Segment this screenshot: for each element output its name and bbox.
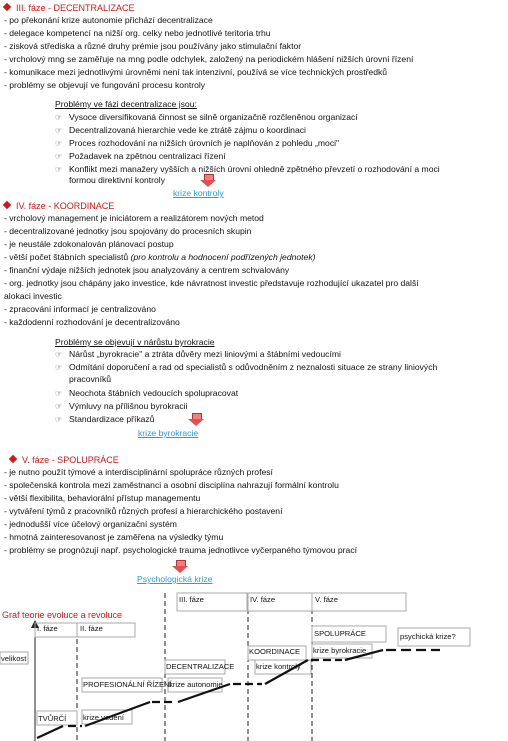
s5-line: - vytváření týmů z pracovníků různých profesí a hierarchického postavení [4, 506, 283, 516]
s4-problem-item: ☞ Nárůst „byrokracie" a ztráta důvěry mezi liniovými a štábními vedoucími [55, 349, 341, 359]
s5-line: - větší flexibilita, behaviorální přístup managementu [4, 493, 201, 503]
s5-line: - hmotná zainteresovanost je zaměřena na výsledky týmu [4, 532, 224, 542]
evolution-graph [0, 590, 508, 741]
s5-line: - problémy se prognózují např. psychologické trauma jednotlivce vyčerpaného týmovou prací [4, 545, 358, 555]
s4-problem-item: ☞ Neochota štábních vedoucích spolupracovat [55, 388, 239, 398]
s4-problem-item: ☞ Odmítání doporučení a rad od specialistů s odůvodněním z neznalosti situace ze strany liniových [55, 362, 438, 372]
s4-line: - zpracování informací je centralizováno [4, 304, 156, 314]
s4-line: - je neustále zdokonalován plánovací postup [4, 239, 174, 249]
s4-line: - org. jednotky jsou chápány jako investice, kde návratnost investic představuje rozhodující ukazatel pro další [4, 278, 419, 288]
crisis-label: psychická krize? [400, 632, 456, 641]
s4-problem-item: ☞ Výmluvy na přílišnou byrokracii [55, 401, 188, 411]
stage-label: KOORDINACE [249, 647, 301, 656]
phase-label: III. fáze [179, 595, 204, 604]
s3-line: - vrcholový mng se zaměřuje na mng podle odchylek, založený na periodickém hlášení nižších úrovní řízení [4, 54, 414, 64]
s3-problem-item: ☞ Požadavek na zpětnou centralizaci řízení [55, 151, 226, 161]
pointing-hand-icon: ☞ [55, 165, 63, 174]
crisis-label: krize autonomie [169, 680, 223, 689]
y-axis-label: velikost [1, 654, 27, 663]
s3-line: - po překonání krize autonomie přichází decentralizace [4, 15, 213, 25]
diamond-bullet-icon [9, 455, 17, 463]
section-4-heading: IV. fáze - KOORDINACE [4, 201, 114, 211]
section-3-heading: III. fáze - DECENTRALIZACE [4, 3, 135, 13]
crisis-link-psychological[interactable]: Psychologická krize [137, 574, 213, 584]
pointing-hand-icon: ☞ [55, 415, 63, 424]
phase-label: IV. fáze [250, 595, 276, 604]
pointing-hand-icon: ☞ [55, 126, 63, 135]
s4-problem-item: ☞ Standardizace příkazů [55, 414, 155, 424]
s4-problems-title: Problémy se objevují v nárůstu byrokracie [55, 337, 215, 347]
s3-line: - problémy se objevují ve fungování procesu kontroly [4, 80, 206, 90]
s4-line: alokaci investic [4, 291, 62, 301]
crisis-link-bureaucracy[interactable]: krize byrokracie [138, 428, 199, 438]
s4-line: - větší počet štábních specialistů (pro kontrolu a hodnocení podřízených jednotek) [4, 252, 316, 262]
section-5-heading: V. fáze - SPOLUPRÁCE [10, 455, 119, 465]
diamond-bullet-icon [3, 201, 11, 209]
s5-line: - jednodušší více účelový organizační systém [4, 519, 177, 529]
s3-line: - zisková střediska a různé druhy prémie jsou používány jako stimulační faktor [4, 41, 302, 51]
s5-line: - společenská kontrola mezi zaměstnanci a osobní disciplína nahrazují formální kontrolu [4, 480, 339, 490]
pointing-hand-icon: ☞ [55, 152, 63, 161]
diamond-bullet-icon [3, 3, 11, 11]
phase-label: I. fáze [37, 624, 58, 633]
crisis-label: krize byrokracie [313, 646, 367, 655]
s4-line: - vrcholový management je iniciátorem a realizátorem nových metod [4, 213, 264, 223]
crisis-link-control[interactable]: krize kontroly [173, 188, 224, 198]
pointing-hand-icon: ☞ [55, 389, 63, 398]
s3-line: - delegace kompetencí na nižší org. celky nebo jednotlivé teritoria trhu [4, 28, 271, 38]
stage-label: SPOLUPRÁCE [314, 629, 366, 638]
s3-problem-item: ☞ Decentralizovaná hierarchie vede ke ztrátě zájmu o koordinaci [55, 125, 306, 135]
s4-line: - decentralizované jednotky jsou spojovány do procesních skupin [4, 226, 252, 236]
crisis-label: krize kontroly [256, 662, 301, 671]
s3-problem-item: ☞ Proces rozhodování na nižších úrovních je naplňován z pohledu „moci" [55, 138, 340, 148]
s3-line: - komunikace mezi jednotlivými úrovněmi není tak intenzivní, používá se více technických prostředků [4, 67, 388, 77]
phase-label: II. fáze [80, 624, 103, 633]
graph-title: Graf teorie evoluce a revoluce [2, 610, 123, 620]
phase-label: V. fáze [315, 595, 338, 604]
stage-label: DECENTRALIZACE [166, 662, 235, 671]
s3-problem-item: ☞ Konflikt mezi manažery vyšších a nižších úrovní ohledně zpětného převzetí o rozhodování a moci [55, 164, 440, 174]
s3-problem-item: ☞ Vysoce diversifikovaná činnost se silně organizačně rozčleněnou organizací [55, 112, 358, 122]
evolution-line [37, 726, 63, 738]
crisis-label: krize vedení [83, 713, 124, 722]
stage-label: TVŮRČÍ [38, 714, 67, 723]
pointing-hand-icon: ☞ [55, 402, 63, 411]
s4-problem-item-cont: pracovníků [69, 374, 112, 384]
stage-label: PROFESIONÁLNÍ ŘÍZENÍ [83, 680, 172, 689]
s4-line: - finanční výdaje nižších jednotek jsou analyzovány a centrem schvalovány [4, 265, 290, 275]
s3-problems-title: Problémy ve fázi decentralizace jsou: [55, 99, 197, 109]
s5-line: - je nutno použít týmové a interdisciplinární spolupráce různých profesí [4, 467, 273, 477]
s4-line: - každodenní rozhodování je decentralizováno [4, 317, 180, 327]
pointing-hand-icon: ☞ [55, 139, 63, 148]
pointing-hand-icon: ☞ [55, 113, 63, 122]
pointing-hand-icon: ☞ [55, 363, 63, 372]
s3-problem-item-cont: formou direktivní kontroly [69, 175, 165, 185]
pointing-hand-icon: ☞ [55, 350, 63, 359]
